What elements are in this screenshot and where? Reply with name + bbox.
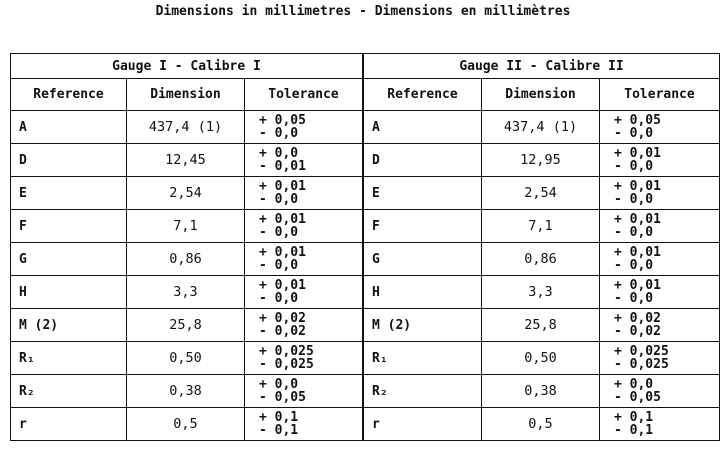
dimension-cell: 7,1	[127, 210, 245, 243]
tolerance-cell	[600, 408, 720, 441]
dimension-cell: 0,38	[482, 375, 600, 408]
dimension-cell: 0,5	[482, 408, 600, 441]
dimension-cell: 25,8	[482, 309, 600, 342]
table-row	[11, 309, 363, 342]
tolerance-plus: + 0,01	[614, 179, 661, 194]
dimension-cell: 0,38	[127, 375, 245, 408]
tolerance-cell	[600, 243, 720, 276]
tolerance-plus: + 0,01	[614, 278, 661, 293]
dimensions-tables	[10, 53, 718, 438]
gauge-2-table	[363, 53, 720, 441]
tolerance-cell	[245, 276, 363, 309]
tolerance-minus: - 0,0	[614, 192, 654, 207]
tolerance-cell	[245, 210, 363, 243]
reference-cell: F	[11, 210, 127, 243]
tolerance-cell	[600, 144, 720, 177]
dimension-cell: 0,50	[482, 342, 600, 375]
tolerance-plus: + 0,0	[614, 377, 654, 392]
table-row	[364, 309, 720, 342]
tolerance-cell	[600, 177, 720, 210]
tolerance-minus: - 0,0	[259, 291, 299, 306]
tolerance-cell	[600, 309, 720, 342]
tolerance-plus: + 0,0	[259, 146, 299, 161]
gauge-2-header: Gauge II - Calibre II	[364, 54, 720, 79]
reference-cell: E	[364, 177, 482, 210]
tolerance-header: Tolerance	[600, 79, 720, 111]
tolerance-minus: - 0,02	[614, 324, 661, 339]
tolerance-minus: - 0,0	[614, 225, 654, 240]
table-row	[11, 210, 363, 243]
tolerance-plus: + 0,01	[259, 245, 306, 260]
dimension-cell: 0,86	[127, 243, 245, 276]
dimension-cell: 437,4 (1)	[127, 111, 245, 144]
reference-cell: A	[11, 111, 127, 144]
tolerance-minus: - 0,0	[614, 258, 654, 273]
page-title: Dimensions in millimetres - Dimensions en millimètres	[155, 4, 571, 19]
tolerance-plus: + 0,025	[614, 344, 669, 359]
tolerance-minus: - 0,1	[259, 423, 299, 438]
dimension-cell: 2,54	[482, 177, 600, 210]
table-row	[364, 342, 720, 375]
reference-cell: D	[11, 144, 127, 177]
table-row	[364, 243, 720, 276]
tolerance-cell	[245, 375, 363, 408]
tolerance-cell	[600, 375, 720, 408]
table-row	[11, 375, 363, 408]
reference-cell: M (2)	[364, 309, 482, 342]
tolerance-cell	[245, 243, 363, 276]
tolerance-plus: + 0,025	[259, 344, 314, 359]
dimension-cell: 3,3	[127, 276, 245, 309]
tolerance-plus: + 0,01	[259, 278, 306, 293]
table-row	[11, 408, 363, 441]
table-row	[11, 111, 363, 144]
tolerance-cell	[600, 276, 720, 309]
dimension-header: Dimension	[482, 79, 600, 111]
tolerance-minus: - 0,0	[259, 258, 299, 273]
tolerance-minus: - 0,0	[614, 126, 654, 141]
dimension-cell: 3,3	[482, 276, 600, 309]
tolerance-cell	[600, 111, 720, 144]
tolerance-cell	[245, 408, 363, 441]
table-row	[11, 144, 363, 177]
table-row	[364, 111, 720, 144]
reference-cell: r	[364, 408, 482, 441]
reference-cell: D	[364, 144, 482, 177]
table-row	[364, 375, 720, 408]
tolerance-cell	[600, 210, 720, 243]
table-row	[364, 276, 720, 309]
tolerance-plus: + 0,05	[259, 113, 306, 128]
dimension-cell: 7,1	[482, 210, 600, 243]
tolerance-plus: + 0,01	[259, 212, 306, 227]
tolerance-minus: - 0,0	[614, 159, 654, 174]
reference-cell: H	[11, 276, 127, 309]
tolerance-plus: + 0,02	[259, 311, 306, 326]
tolerance-cell	[245, 177, 363, 210]
tolerance-plus: + 0,1	[259, 410, 299, 425]
table-row	[364, 408, 720, 441]
tolerance-plus: + 0,01	[614, 146, 661, 161]
tolerance-cell	[600, 342, 720, 375]
tolerance-plus: + 0,01	[614, 245, 661, 260]
reference-cell: A	[364, 111, 482, 144]
reference-cell: r	[11, 408, 127, 441]
tolerance-minus: - 0,05	[259, 390, 306, 405]
tolerance-plus: + 0,01	[259, 179, 306, 194]
table-row	[11, 243, 363, 276]
tolerance-plus: + 0,05	[614, 113, 661, 128]
dimension-cell: 12,45	[127, 144, 245, 177]
reference-cell: M (2)	[11, 309, 127, 342]
reference-cell: G	[364, 243, 482, 276]
reference-cell: R₁	[364, 342, 482, 375]
tolerance-minus: - 0,05	[614, 390, 661, 405]
table-row	[11, 276, 363, 309]
reference-header: Reference	[11, 79, 127, 111]
dimension-cell: 0,5	[127, 408, 245, 441]
dimension-cell: 2,54	[127, 177, 245, 210]
tolerance-minus: - 0,1	[614, 423, 654, 438]
tolerance-plus: + 0,01	[614, 212, 661, 227]
reference-cell: R₂	[364, 375, 482, 408]
tolerance-minus: - 0,01	[259, 159, 306, 174]
dimension-cell: 25,8	[127, 309, 245, 342]
tolerance-minus: - 0,02	[259, 324, 306, 339]
tolerance-cell	[245, 111, 363, 144]
tolerance-cell	[245, 144, 363, 177]
tolerance-minus: - 0,0	[614, 291, 654, 306]
reference-cell: R₁	[11, 342, 127, 375]
reference-cell: G	[11, 243, 127, 276]
tolerance-plus: + 0,1	[614, 410, 654, 425]
reference-cell: H	[364, 276, 482, 309]
tolerance-header: Tolerance	[245, 79, 363, 111]
tolerance-plus: + 0,02	[614, 311, 661, 326]
table-row	[364, 144, 720, 177]
dimension-cell: 12,95	[482, 144, 600, 177]
dimension-cell: 0,86	[482, 243, 600, 276]
dimension-cell: 0,50	[127, 342, 245, 375]
reference-cell: R₂	[11, 375, 127, 408]
reference-cell: F	[364, 210, 482, 243]
table-row	[364, 177, 720, 210]
table-row	[11, 342, 363, 375]
gauge-1-table	[10, 53, 363, 441]
reference-cell: E	[11, 177, 127, 210]
dimension-header: Dimension	[127, 79, 245, 111]
dimension-cell: 437,4 (1)	[482, 111, 600, 144]
tolerance-minus: - 0,0	[259, 192, 299, 207]
tolerance-minus: - 0,0	[259, 126, 299, 141]
table-row	[11, 177, 363, 210]
tolerance-cell	[245, 309, 363, 342]
reference-header: Reference	[364, 79, 482, 111]
tolerance-minus: - 0,025	[259, 357, 314, 372]
tolerance-plus: + 0,0	[259, 377, 299, 392]
tolerance-cell	[245, 342, 363, 375]
tolerance-minus: - 0,025	[614, 357, 669, 372]
table-row	[364, 210, 720, 243]
tolerance-minus: - 0,0	[259, 225, 299, 240]
gauge-1-header: Gauge I - Calibre I	[11, 54, 363, 79]
